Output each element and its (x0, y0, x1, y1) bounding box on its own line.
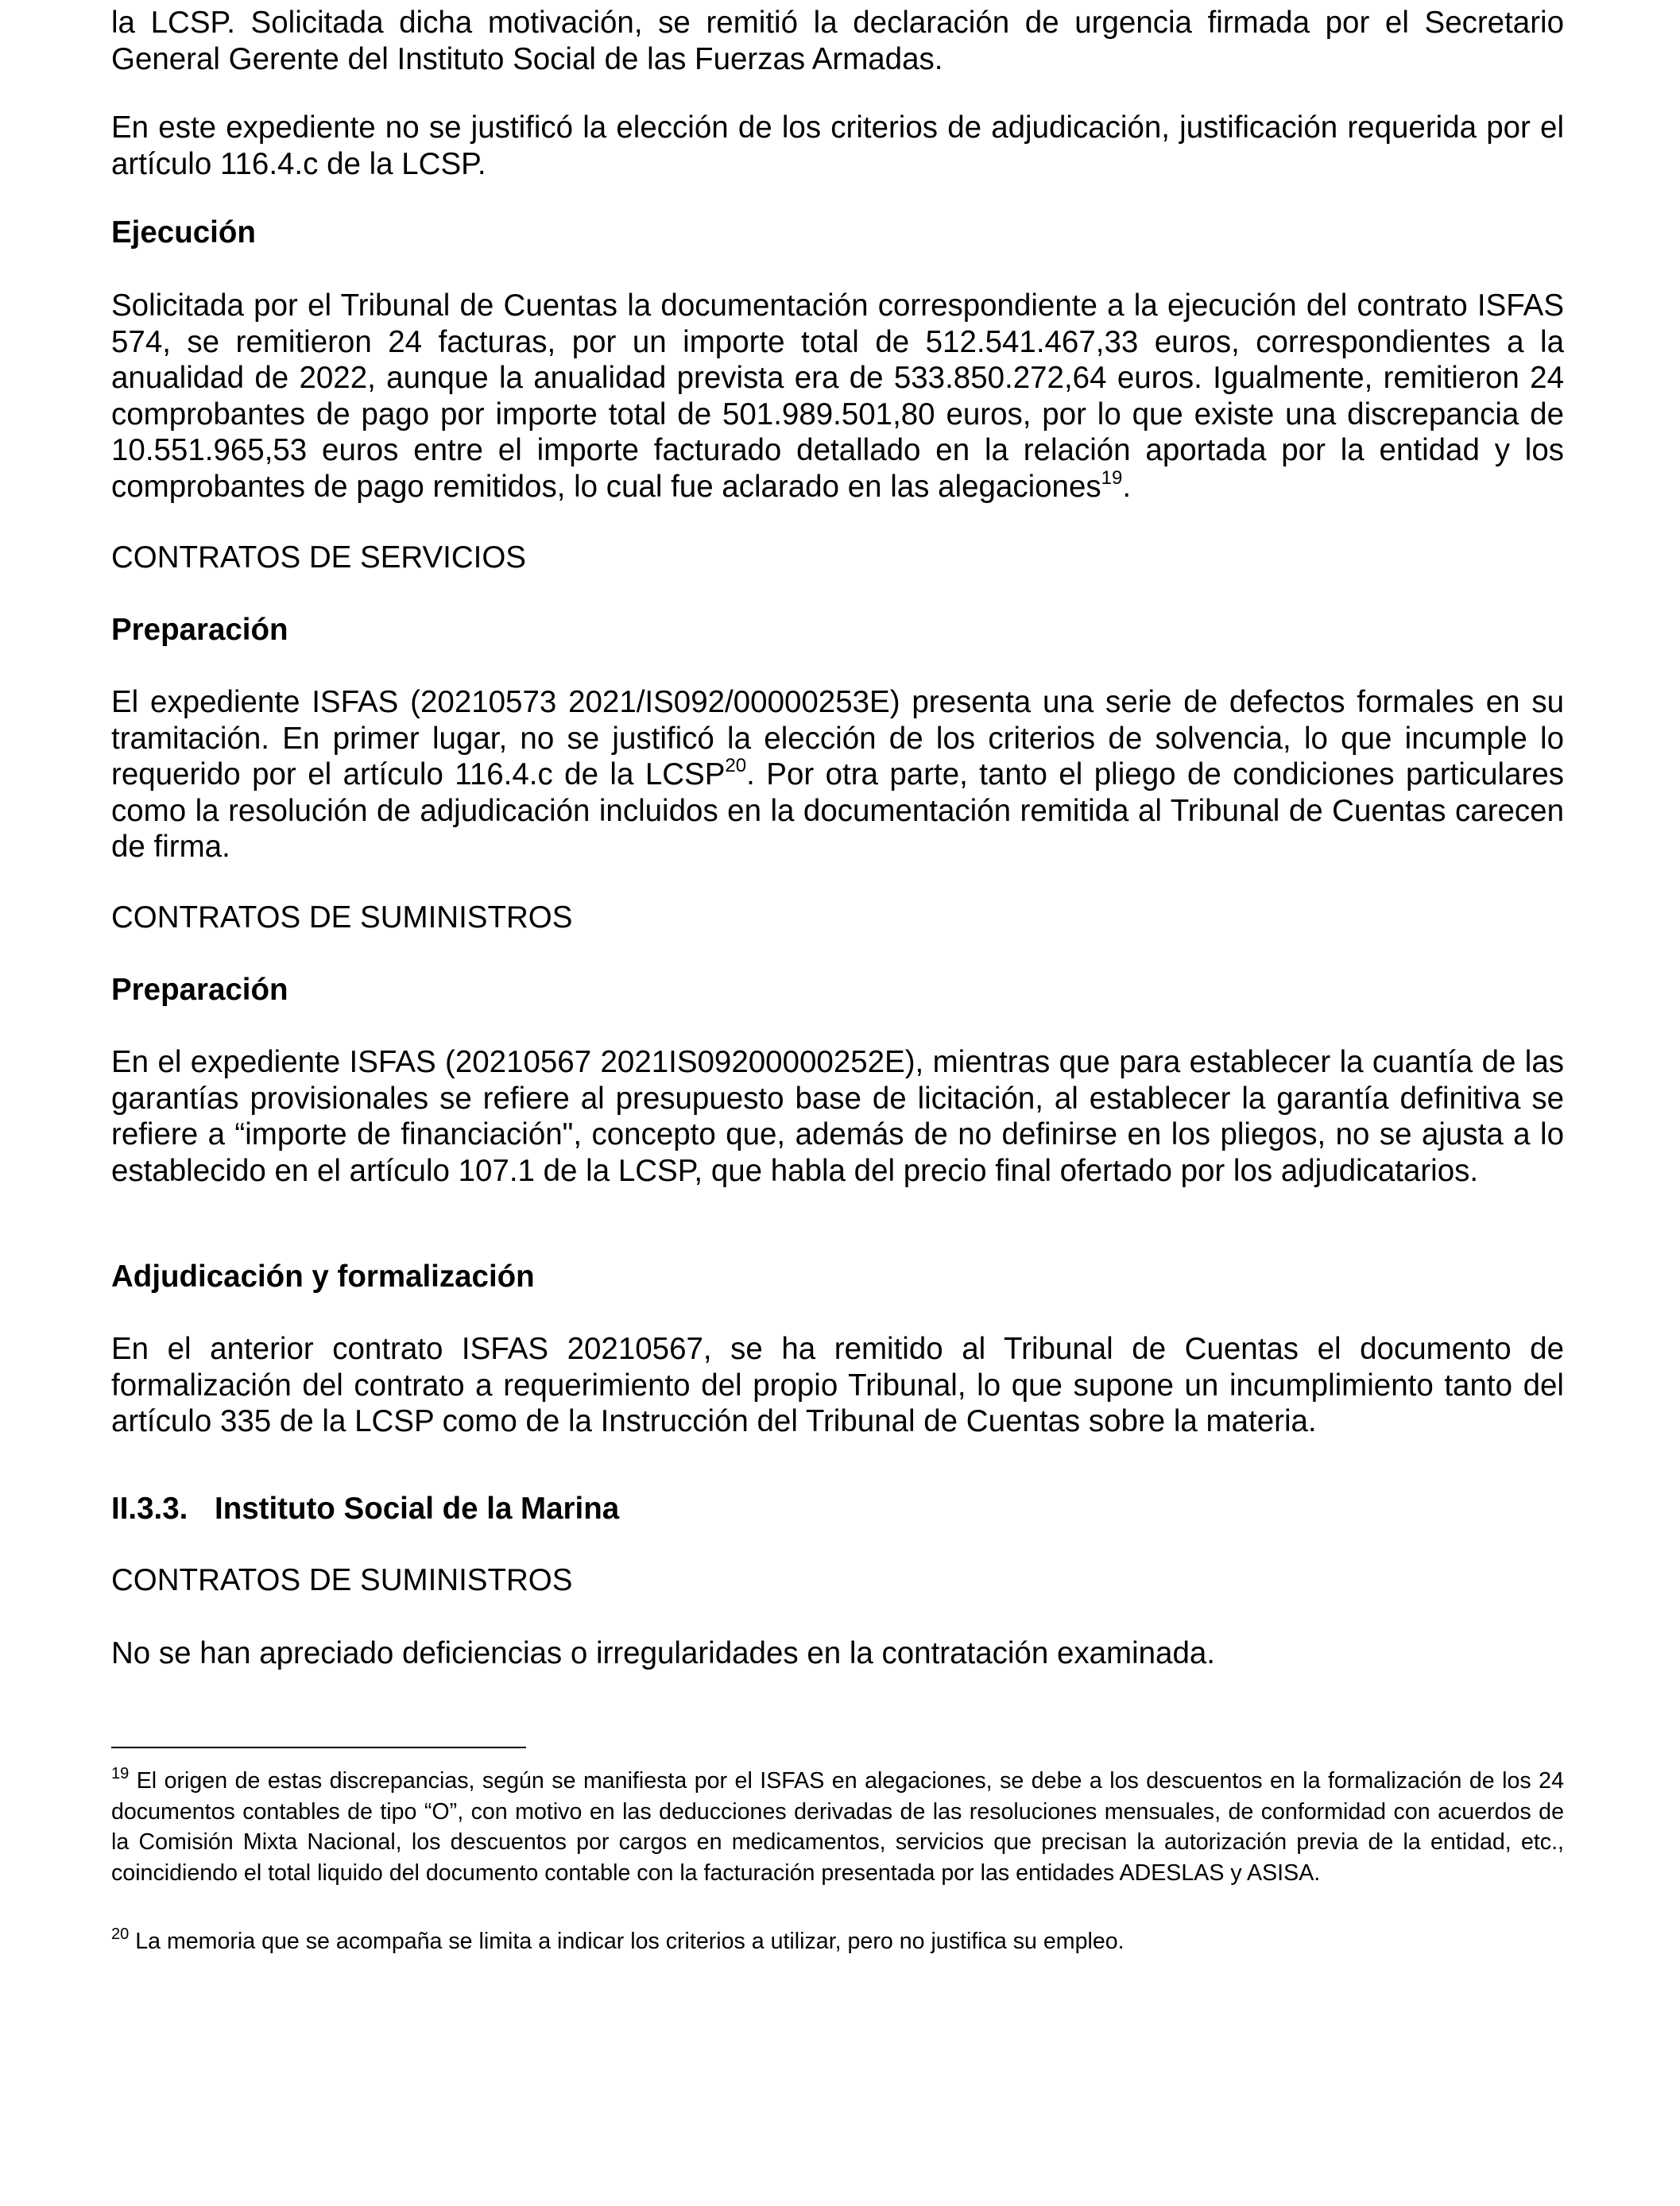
paragraph-urgency: la LCSP. Solicitada dicha motivación, se remitió la declaración de urgencia firmada por el Secretario General Gerente del Instituto Social de las Fuerzas Armadas. (111, 6, 1564, 76)
section-number: II.3.3. (111, 1492, 188, 1526)
paragraph-servicios-text-a: El expediente ISFAS (20210573 2021/IS092/00000253E) presenta una serie de defectos formales en su tramitación. En primer lugar, no se justificó la elección de los criterios de solvencia, lo que incumple lo requerido por el artículo 116.4.c de la LCSP (111, 685, 1564, 791)
paragraph-servicios-text-b: . Por otra parte, tanto el pliego de condiciones particulares como la resolución de adjudicación incluidos en la documentación remitida al Tribunal de Cuentas carecen de firma. (111, 757, 1564, 864)
footnote-ref-19[interactable]: 19 (1101, 466, 1123, 489)
footnote-ref-20[interactable]: 20 (725, 755, 747, 776)
section-heading-ism (111, 1491, 619, 1527)
paragraph-servicios (111, 684, 1564, 865)
footnote-20-number: 20 (111, 1925, 130, 1943)
footnote-19-number: 19 (111, 1765, 130, 1782)
footnote-separator (111, 1747, 526, 1748)
footnote-20-text: La memoria que se acompaña se limita a indicar los criterios a utilizar, pero no justifica su empleo. (129, 1929, 1125, 1954)
paragraph-criteria: En este expediente no se justificó la elección de los criterios de adjudicación, justificación requerida por el artículo 116.4.c de la LCSP. (111, 110, 1564, 181)
section-title: Instituto Social de la Marina (215, 1492, 620, 1526)
heading-contratos-suministros-ism: CONTRATOS DE SUMINISTROS (111, 1563, 573, 1597)
heading-contratos-servicios: CONTRATOS DE SERVICIOS (111, 540, 526, 575)
heading-contratos-suministros: CONTRATOS DE SUMINISTROS (111, 900, 573, 935)
heading-ejecucion: Ejecución (111, 215, 256, 250)
paragraph-ejecucion-text: Solicitada por el Tribunal de Cuentas la documentación correspondiente a la ejecución del contrato ISFAS 574, se remitieron 24 facturas, por un importe total de 512.541.467,33 euros, correspondientes a la anualidad de 2022, aunque la anualidad prevista era de 533.850.272,64 euros. Igualmente, remitieron 24 comprobantes de pago por importe total de 501.989.501,80 euros, por lo que existe una discrepancia de 10.551.965,53 euros entre el importe facturado detallado en la relación aportada por la entidad y los comprobantes de pago remitidos, lo cual fue aclarado en las alegaciones (111, 288, 1564, 504)
paragraph-ejecucion (111, 288, 1564, 505)
paragraph-suministros: En el expediente ISFAS (20210567 2021IS09200000252E), mientras que para establecer la cuantía de las garantías provisionales se refiere al presupuesto base de licitación, al establecer la garantía definitiva se refiere a “importe de financiación", concepto que, además de no definirse en los pliegos, no se ajusta a lo establecido en el artículo 107.1 de la LCSP, que habla del precio final ofertado por los adjudicatarios. (111, 1045, 1564, 1188)
paragraph-ism: No se han apreciado deficiencias o irregularidades en la contratación examinada. (111, 1636, 1215, 1670)
heading-adjudicacion: Adjudicación y formalización (111, 1260, 535, 1294)
footnote-19-text: El origen de estas discrepancias, según se manifiesta por el ISFAS en alegaciones, se debe a los descuentos en la formalización de los 24 documentos contables de tipo “O”, con motivo en las deducciones derivadas de las resoluciones mensuales, de conformidad con acuerdos de la Comisión Mixta Nacional, los descuentos por cargos en medicamentos, servicios que precisan la autorización previa de la entidad, etc., coincidiendo el total liquido del documento contable con la facturación presentada por las entidades ADESLAS y ASISA. (111, 1768, 1564, 1886)
footnote-19 (111, 1766, 1564, 1888)
footnote-20 (111, 1926, 1564, 1957)
heading-preparacion-suministros: Preparación (111, 973, 288, 1007)
paragraph-adjudicacion: En el anterior contrato ISFAS 20210567, se ha remitido al Tribunal de Cuentas el documento de formalización del contrato a requerimiento del propio Tribunal, lo que supone un incumplimiento tanto del artículo 335 de la LCSP como de la Instrucción del Tribunal de Cuentas sobre la materia. (111, 1332, 1564, 1438)
paragraph-ejecucion-end: . (1122, 469, 1132, 504)
heading-preparacion-servicios: Preparación (111, 613, 288, 647)
